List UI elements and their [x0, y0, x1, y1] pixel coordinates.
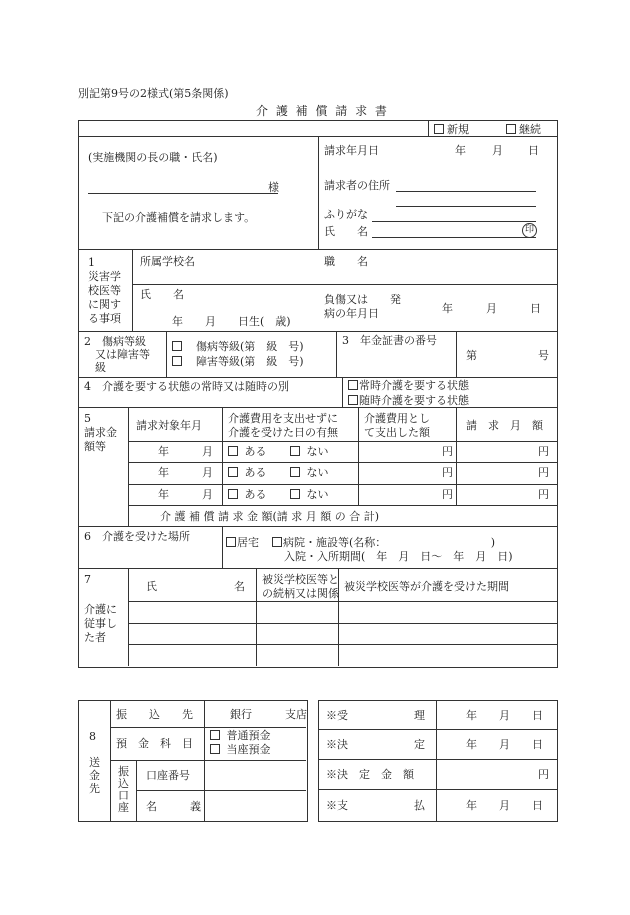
office-paid-label: ※支 払 — [326, 799, 425, 812]
date-month: 月 — [492, 144, 503, 157]
kouza-label: 振 込 口 座 — [118, 765, 129, 814]
checkbox-icon — [172, 356, 182, 366]
sec2-opt2-label: 障害等級(第 級 号) — [196, 355, 304, 368]
row-yen1: 円 — [442, 488, 453, 501]
aru-label: ある — [244, 445, 267, 458]
office-amount-value: 円 — [538, 768, 549, 781]
checkbox-icon — [290, 446, 300, 456]
checkbox-icon — [226, 537, 236, 547]
office-received-date: 年 月 日 — [466, 709, 543, 722]
checkbox-icon — [348, 380, 358, 390]
acc-opt1[interactable] — [210, 730, 271, 741]
sec3-dai: 第 — [466, 349, 477, 362]
checkbox-icon — [434, 124, 444, 134]
sec8-label: 8 送 金 先 — [89, 730, 100, 795]
row-yen2: 円 — [538, 466, 549, 479]
sec7-col2: 被災学校医等と の続柄又は関係 — [262, 573, 339, 600]
sec7-col3: 被災学校医等が介護を受けた期間 — [344, 580, 509, 593]
sec3-go: 号 — [538, 349, 549, 362]
office-amount-label: ※決 定 金 額 — [326, 768, 414, 781]
row-ym: 年 月 — [158, 488, 213, 501]
checkbox-icon — [272, 537, 282, 547]
checkbox-icon — [210, 730, 220, 740]
form-id: 別記第9号の2様式(第5条関係) — [78, 87, 229, 100]
sec5-col1: 請求対象年月 — [136, 419, 202, 432]
name-label-sec1: 氏 名 — [140, 288, 184, 301]
checkbox-icon — [228, 489, 238, 499]
seal-icon: 印 — [522, 223, 537, 238]
row-aru[interactable] — [228, 446, 267, 457]
sec4-opt1-label: 常時介護を要する状態 — [359, 379, 469, 392]
holder-label: 名 義 — [146, 800, 201, 813]
furikomi-label: 振 込 先 — [116, 708, 193, 721]
nai-label: ない — [306, 445, 329, 458]
account-no-label: 口座番号 — [146, 769, 190, 782]
type-continue-checkbox[interactable] — [506, 124, 541, 135]
checkbox-icon — [348, 395, 358, 405]
sec4-label: 4 介護を要する状態の常時又は随時の別 — [84, 380, 289, 393]
request-text: 下記の介護補償を請求します。 — [102, 211, 256, 224]
sec4-opt2[interactable] — [348, 395, 469, 406]
row-ym: 年 月 — [158, 445, 213, 458]
checkbox-icon — [506, 124, 516, 134]
row-aru[interactable] — [228, 489, 267, 500]
sec4-opt1[interactable] — [348, 380, 469, 391]
acc-opt2[interactable] — [210, 744, 271, 755]
nai-label: ない — [306, 466, 329, 479]
checkbox-icon — [290, 489, 300, 499]
hospital-label: 病院・施設等(名称： ) — [283, 536, 496, 549]
row-aru[interactable] — [228, 467, 267, 478]
office-paid-date: 年 月 日 — [466, 799, 543, 812]
sama-label: 様 — [268, 181, 279, 194]
type-new-checkbox[interactable] — [434, 124, 469, 135]
office-decided-label: ※決 定 — [326, 738, 425, 751]
sec3-label: 3 年金証書の番号 — [342, 334, 437, 347]
sec4-opt2-label: 随時介護を要する状態 — [359, 394, 469, 407]
injury-date: 年 月 日 — [442, 302, 541, 315]
sec2-opt1-label: 傷病等級(第 級 号) — [196, 340, 304, 353]
office-received-label: ※受 理 — [326, 709, 425, 722]
sec2-opt2[interactable] — [172, 356, 304, 367]
checkbox-icon — [228, 446, 238, 456]
sec6-home[interactable] — [226, 537, 259, 548]
aru-label: ある — [244, 466, 267, 479]
sec6-label: 6 介護を受けた場所 — [84, 530, 190, 543]
account-type-label: 預 金 科 目 — [116, 737, 193, 750]
row-nai[interactable] — [290, 467, 329, 478]
date-year: 年 — [455, 144, 466, 157]
sec5-col2: 介護費用を支出せずに 介護を受けた日の有無 — [228, 412, 338, 439]
school-label: 所属学校名 — [140, 255, 195, 268]
checkbox-icon — [290, 467, 300, 477]
home-label: 居宅 — [237, 536, 259, 549]
birth-line: 年 月 日生( 歳) — [172, 315, 291, 328]
name-label: 氏 名 — [324, 225, 368, 238]
sec6-hospital[interactable] — [272, 537, 495, 548]
chief-label: (実施機関の長の職・氏名) — [88, 151, 218, 164]
row-yen2: 円 — [538, 445, 549, 458]
sec7-label: 介護に 従事し た者 — [84, 603, 117, 644]
name-line[interactable] — [372, 237, 536, 238]
nai-label: ない — [306, 488, 329, 501]
sec7-col1: 氏 名 — [146, 580, 245, 593]
row-yen1: 円 — [442, 466, 453, 479]
aru-label: ある — [244, 488, 267, 501]
job-label: 職 名 — [324, 255, 368, 268]
type-new-label: 新規 — [447, 123, 469, 136]
date-label: 請求年月日 — [324, 144, 379, 157]
sec6-period: 入院・入所期間( 年 月 日～ 年 月 日) — [284, 550, 513, 563]
checkbox-icon — [228, 467, 238, 477]
sec1-label: 1 災害学 校医等 に関す る事項 — [88, 256, 121, 325]
sec2-opt1[interactable] — [172, 341, 304, 352]
sec5-label: 5 請求金 額等 — [84, 412, 117, 453]
sec2-label: 2 傷病等級 又は障害等 級 — [84, 335, 150, 374]
total-label: 介 護 補 償 請 求 金 額(請 求 月 額 の 合 計) — [160, 510, 380, 523]
office-decided-date: 年 月 日 — [466, 738, 543, 751]
sec7-num: 7 — [84, 573, 91, 586]
checkbox-icon — [172, 341, 182, 351]
checkbox-icon — [210, 744, 220, 754]
acc-opt2-label: 当座預金 — [226, 743, 271, 756]
row-yen2: 円 — [538, 488, 549, 501]
address-line[interactable] — [396, 191, 536, 192]
furigana-label: ふりがな — [324, 208, 368, 221]
form-title: 介 護 補 償 請 求 書 — [256, 104, 389, 118]
bank-label: 銀行 支店 — [230, 708, 307, 721]
date-day: 日 — [528, 144, 539, 157]
row-ym: 年 月 — [158, 466, 213, 479]
row-yen1: 円 — [442, 445, 453, 458]
sec5-col3: 介護費用とし て支出した額 — [364, 412, 430, 439]
sec5-col4: 請 求 月 額 — [466, 419, 543, 432]
row-nai[interactable] — [290, 446, 329, 457]
address-label: 請求者の住所 — [324, 179, 390, 192]
type-continue-label: 継続 — [519, 123, 541, 136]
row-nai[interactable] — [290, 489, 329, 500]
injury-label: 負傷又は 発 病の年月日 — [324, 293, 401, 320]
acc-opt1-label: 普通預金 — [226, 729, 271, 742]
